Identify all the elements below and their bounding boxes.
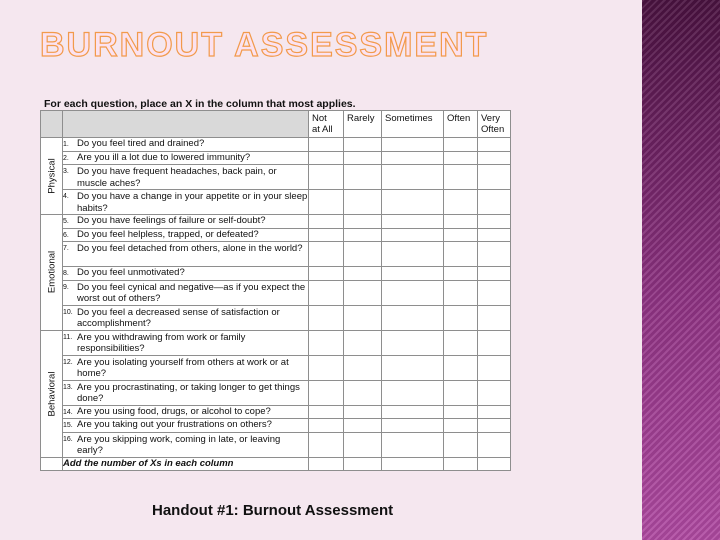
answer-box-sometimes[interactable] [382, 242, 444, 267]
answer-box-rarely[interactable] [344, 380, 382, 405]
question-cell: 2. Are you ill a lot due to lowered immunity? [63, 151, 309, 165]
answer-box-rarely[interactable] [344, 305, 382, 330]
answer-box-often[interactable] [444, 280, 478, 305]
question-cell: 14. Are you using food, drugs, or alcohol to cope? [63, 405, 309, 419]
table-row [41, 190, 511, 215]
total-box-rarely[interactable] [344, 457, 382, 470]
answer-box-sometimes[interactable] [382, 215, 444, 229]
answer-box-often[interactable] [444, 190, 478, 215]
answer-box-not-at-all[interactable] [309, 419, 344, 433]
table-row [41, 432, 511, 457]
question-cell: 10. Do you feel a decreased sense of satisfaction or accomplishment? [63, 305, 309, 330]
answer-box-often[interactable] [444, 215, 478, 229]
answer-box-very-often[interactable] [478, 305, 511, 330]
table-row [41, 330, 511, 355]
question-cell: 6. Do you feel helpless, trapped, or defeated? [63, 228, 309, 242]
header-blank-cell [63, 111, 309, 138]
answer-box-not-at-all[interactable] [309, 242, 344, 267]
category-physical: Physical [41, 138, 63, 215]
answer-box-rarely[interactable] [344, 267, 382, 281]
table-row [41, 305, 511, 330]
table-row [41, 267, 511, 281]
answer-box-rarely[interactable] [344, 432, 382, 457]
answer-box-often[interactable] [444, 242, 478, 267]
answer-box-not-at-all[interactable] [309, 405, 344, 419]
table-row [41, 355, 511, 380]
answer-box-sometimes[interactable] [382, 330, 444, 355]
answer-box-not-at-all[interactable] [309, 215, 344, 229]
answer-box-rarely[interactable] [344, 190, 382, 215]
answer-box-sometimes[interactable] [382, 380, 444, 405]
table-row [41, 280, 511, 305]
answer-box-very-often[interactable] [478, 215, 511, 229]
answer-box-sometimes[interactable] [382, 165, 444, 190]
answer-box-often[interactable] [444, 151, 478, 165]
answer-box-sometimes[interactable] [382, 280, 444, 305]
answer-box-sometimes[interactable] [382, 151, 444, 165]
answer-box-rarely[interactable] [344, 242, 382, 267]
answer-box-not-at-all[interactable] [309, 305, 344, 330]
answer-box-not-at-all[interactable] [309, 138, 344, 152]
answer-box-often[interactable] [444, 228, 478, 242]
column-header-often: Often [444, 111, 478, 138]
question-cell: 13. Are you procrastinating, or taking longer to get things done? [63, 380, 309, 405]
answer-box-sometimes[interactable] [382, 190, 444, 215]
answer-box-very-often[interactable] [478, 405, 511, 419]
table-row [41, 228, 511, 242]
question-cell: 3. Do you have frequent headaches, back pain, or muscle aches? [63, 165, 309, 190]
answer-box-sometimes[interactable] [382, 355, 444, 380]
question-cell: 11. Are you withdrawing from work or family responsibilities? [63, 330, 309, 355]
table-row [41, 405, 511, 419]
answer-box-very-often[interactable] [478, 151, 511, 165]
answer-box-very-often[interactable] [478, 355, 511, 380]
answer-box-sometimes[interactable] [382, 228, 444, 242]
answer-box-sometimes[interactable] [382, 432, 444, 457]
answer-box-sometimes[interactable] [382, 138, 444, 152]
answer-box-very-often[interactable] [478, 190, 511, 215]
column-header-very-often: Very Often [478, 111, 511, 138]
answer-box-very-often[interactable] [478, 138, 511, 152]
total-blank-cell [41, 457, 63, 470]
question-cell: 1. Do you feel tired and drained? [63, 138, 309, 152]
answer-box-often[interactable] [444, 165, 478, 190]
answer-box-often[interactable] [444, 405, 478, 419]
table-row [41, 151, 511, 165]
total-box-often[interactable] [444, 457, 478, 470]
question-cell: 4. Do you have a change in your appetite or in your sleep habits? [63, 191, 308, 214]
total-box-very-often[interactable] [478, 457, 511, 470]
answer-box-rarely[interactable] [344, 138, 382, 152]
table-row [41, 380, 511, 405]
category-emotional: Emotional [41, 215, 63, 331]
answer-box-very-often[interactable] [478, 419, 511, 433]
answer-box-often[interactable] [444, 380, 478, 405]
answer-box-not-at-all[interactable] [309, 330, 344, 355]
answer-box-very-often[interactable] [478, 242, 511, 267]
answer-box-rarely[interactable] [344, 355, 382, 380]
answer-box-not-at-all[interactable] [309, 228, 344, 242]
answer-box-often[interactable] [444, 138, 478, 152]
question-cell: 16. Are you skipping work, coming in late, or leaving early? [63, 432, 309, 457]
answer-box-not-at-all[interactable] [309, 355, 344, 380]
answer-box-not-at-all[interactable] [309, 280, 344, 305]
category-behavioral: Behavioral [41, 330, 63, 457]
answer-box-rarely[interactable] [344, 419, 382, 433]
table-row [41, 242, 511, 267]
header-blank-cell [41, 111, 63, 138]
total-label: Add the number of Xs in each column [63, 457, 309, 470]
table-header-row [41, 111, 511, 138]
table-row [41, 215, 511, 229]
answer-box-not-at-all[interactable] [309, 432, 344, 457]
answer-box-often[interactable] [444, 305, 478, 330]
question-cell: 9. Do you feel cynical and negative—as if you expect the worst out of others? [63, 280, 309, 305]
column-header-rarely: Rarely [344, 111, 382, 138]
answer-box-rarely[interactable] [344, 165, 382, 190]
answer-box-often[interactable] [444, 419, 478, 433]
answer-box-sometimes[interactable] [382, 419, 444, 433]
answer-box-not-at-all[interactable] [309, 380, 344, 405]
answer-box-very-often[interactable] [478, 380, 511, 405]
question-cell: 7. Do you feel detached from others, alone in the world? [63, 242, 309, 267]
answer-box-sometimes[interactable] [382, 305, 444, 330]
answer-box-not-at-all[interactable] [309, 267, 344, 281]
answer-box-very-often[interactable] [478, 267, 511, 281]
answer-box-rarely[interactable] [344, 228, 382, 242]
answer-box-very-often[interactable] [478, 228, 511, 242]
question-cell: 15. Are you taking out your frustrations on others? [63, 419, 309, 433]
answer-box-often[interactable] [444, 267, 478, 281]
answer-box-very-often[interactable] [478, 432, 511, 457]
table-row [41, 138, 511, 152]
decorative-side-panel [642, 0, 720, 540]
answer-box-very-often[interactable] [478, 165, 511, 190]
assessment-table [40, 110, 511, 471]
answer-box-sometimes[interactable] [382, 405, 444, 419]
table-row [41, 419, 511, 433]
answer-box-not-at-all[interactable] [309, 190, 344, 215]
column-header-not-at-all: Not at All [309, 111, 344, 138]
answer-box-rarely[interactable] [344, 405, 382, 419]
answer-box-very-often[interactable] [478, 330, 511, 355]
table-row [41, 165, 511, 190]
answer-box-rarely[interactable] [344, 330, 382, 355]
answer-box-often[interactable] [444, 355, 478, 380]
answer-box-often[interactable] [444, 330, 478, 355]
answer-box-rarely[interactable] [344, 215, 382, 229]
question-cell: 12. Are you isolating yourself from others at work or at home? [63, 355, 309, 380]
answer-box-often[interactable] [444, 432, 478, 457]
question-cell: 5. Do you have feelings of failure or self-doubt? [63, 215, 309, 229]
answer-box-rarely[interactable] [344, 280, 382, 305]
total-box-not-at-all[interactable] [309, 457, 344, 470]
handout-caption: Handout #1: Burnout Assessment [152, 502, 394, 519]
total-box-sometimes[interactable] [382, 457, 444, 470]
question-cell: 8. Do you feel unmotivated? [63, 267, 309, 281]
answer-box-not-at-all[interactable] [309, 165, 344, 190]
answer-box-sometimes[interactable] [382, 267, 444, 281]
answer-box-very-often[interactable] [478, 280, 511, 305]
slide-title: BURNOUT ASSESSMENT [40, 26, 489, 64]
total-row [41, 457, 511, 470]
answer-box-not-at-all[interactable] [309, 151, 344, 165]
instructions-text: For each question, place an X in the column that most applies. [44, 98, 356, 110]
answer-box-rarely[interactable] [344, 151, 382, 165]
column-header-sometimes: Sometimes [382, 111, 444, 138]
